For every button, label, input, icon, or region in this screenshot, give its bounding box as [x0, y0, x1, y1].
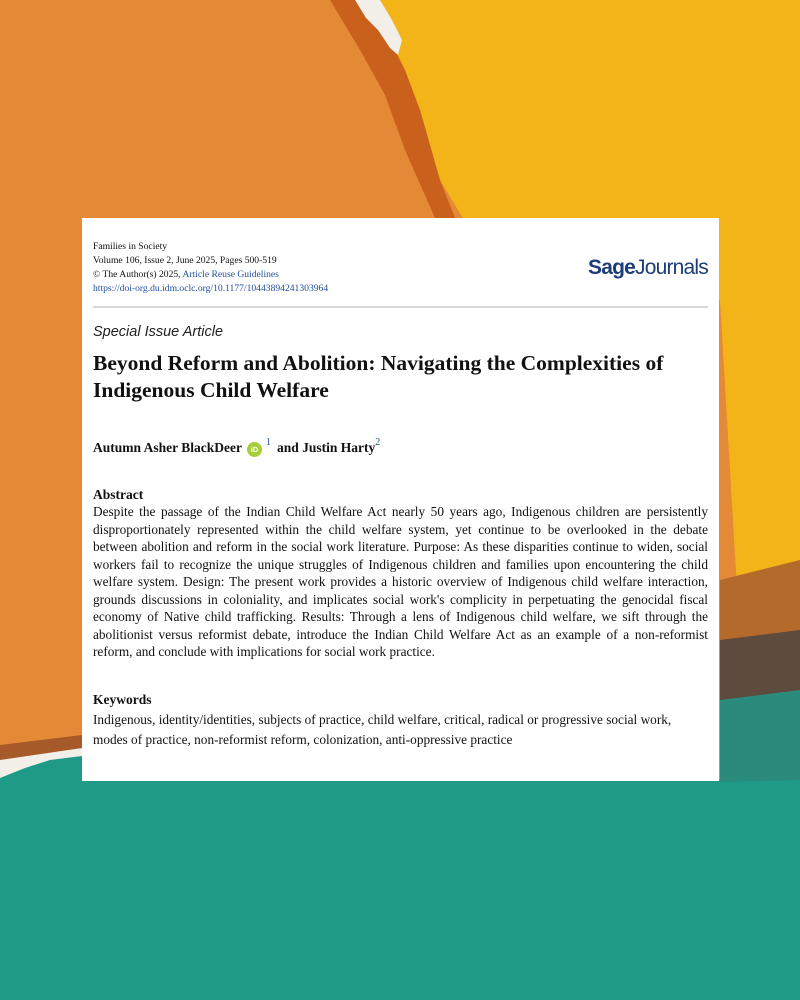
article-type: Special Issue Article: [93, 324, 224, 340]
article-title: Beyond Reform and Abolition: Navigating the Complexities of Indigenous Child Welfare: [93, 351, 664, 402]
author-line: [93, 436, 708, 456]
header-divider: [93, 306, 708, 308]
brand-journals: Journals: [635, 256, 708, 279]
reuse-guidelines-link[interactable]: Article Reuse Guidelines: [182, 269, 279, 280]
author-1-affiliation[interactable]: 1: [266, 436, 272, 448]
copyright-text: © The Author(s) 2025,: [93, 269, 181, 280]
author-1[interactable]: Autumn Asher BlackDeer: [93, 440, 243, 455]
journal-name: Families in Society: [93, 241, 168, 252]
doi-link[interactable]: https://doi-org.du.idm.oclc.org/10.1177/10443894241303964: [93, 283, 329, 294]
abstract-heading: Abstract: [93, 487, 144, 502]
article-card: [82, 218, 719, 781]
brand-sage: Sage: [588, 256, 636, 279]
abstract-text: Despite the passage of the Indian Child Welfare Act nearly 50 years ago, Indigenous children are persistently disproportionately represented within the child welfare system, yet continue to be overlooked in the debate between abolition and reform in the social work literature. Purpose: As these disparities continue to widen, social workers fail to recognize the unique struggles of Indigenous children and families upon encountering the child welfare system. Design: The present work provides a historic overview of Indigenous child welfare interaction, grounds discussions in coloniality, and implicates social work's complicity in perpetuating the genocidal fiscal economy of Native child trafficking. Results: Through a lens of Indigenous child welfare, we sift through the abolitionist versus reformist debate, introduce the Indian Child Welfare Act as an example of a non-reformist reform, and conclude with implications for social work practice.: [93, 504, 708, 659]
orcid-icon[interactable]: iD: [247, 442, 262, 457]
keywords-list: Indigenous, identity/identities, subjects of practice, child welfare, critical, radical or progressive social work, modes of practice, non-reformist reform, colonization, anti-oppressive practice: [93, 711, 672, 747]
sage-journals-logo[interactable]: [588, 256, 708, 280]
author-2-affiliation[interactable]: 2: [375, 436, 381, 448]
author-2[interactable]: and Justin Harty: [277, 440, 376, 455]
keywords-heading: Keywords: [93, 691, 152, 707]
issue-line: Volume 106, Issue 2, June 2025, Pages 500-519: [93, 255, 277, 266]
